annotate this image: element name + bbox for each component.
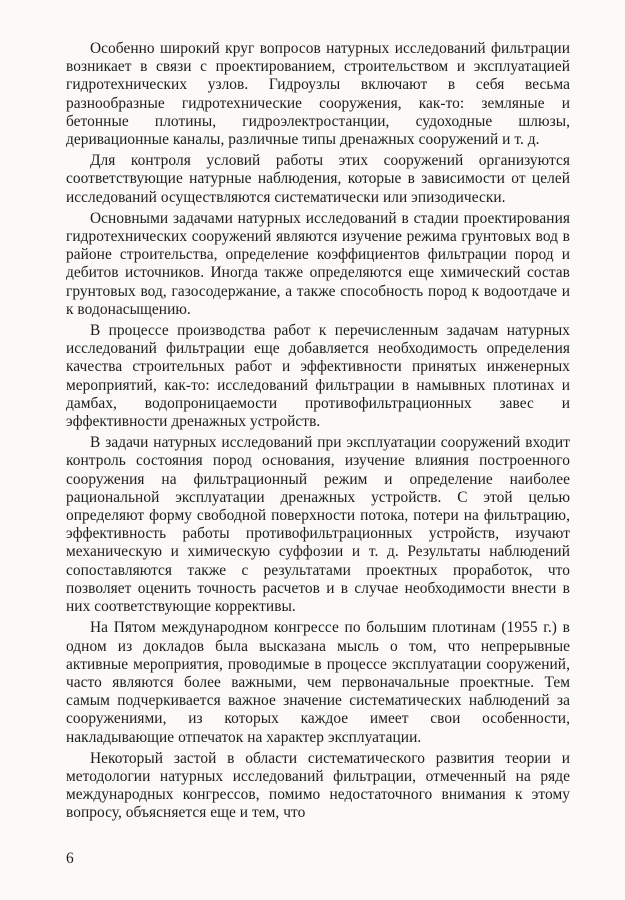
- paragraph-3: Основными задачами натурных исследований в стадии проектирования гидротехнических сооружений являются изучение режима грунтовых вод в районе строительства, определение коэффициентов фильтрации пород и дебитов источников. Иногда также определяются еще химический состав грунтовых вод, газосодержание, а также способность пород к водоотдаче и к водонасыщению.: [66, 209, 570, 318]
- paragraph-4: В процессе производства работ к перечисленным задачам натурных исследований фильтрации еще добавляется необходимость определения качества строительных работ и эффективности принятых инженерных мероприятий, как-то: исследований фильтрации в намывных плотинах и дамбах, водопроницаемости противофильтрационных завес и эффективности дренажных устройств.: [66, 322, 570, 431]
- paragraph-6: На Пятом международном конгрессе по большим плотинам (1955 г.) в одном из докладов была высказана мысль о том, что непрерывные активные мероприятия, проводимые в процессе эксплуатации сооружений, часто являются более важными, чем первоначальные проектные. Тем самым подчеркивается важное значение систематических наблюдений за сооружениями, из которых каждое имеет свои особенности, накладывающие отпечаток на характер эксплуатации.: [66, 619, 570, 746]
- page-text: [66, 40, 570, 826]
- paragraph-5: В задачи натурных исследований при эксплуатации сооружений входит контроль состояния пород основания, изучение влияния построенного сооружения на фильтрационный режим и определение наиболее рациональной эксплуатации дренажных устройств. С этой целью определяют форму свободной поверхности потока, потери на фильтрацию, эффективность работы противофильтрационных устройств, изучают механическую и химическую суффозии и т. д. Результаты наблюдений сопоставляются также с результатами проектных проработок, что позволяет оценить точность расчетов и в случае необходимости внести в них соответствующие коррективы.: [66, 434, 570, 616]
- paragraph-7: Некоторый застой в области систематического развития теории и методологии натурных исследований фильтрации, отмеченный на ряде международных конгрессов, помимо недостаточного внимания к этому вопросу, объясняется еще и тем, что: [66, 749, 570, 822]
- paragraph-1: Особенно широкий круг вопросов натурных исследований фильтрации возникает в связи с проектированием, строительством и эксплуатацией гидротехнических узлов. Гидроузлы включают в себя весьма разнообразные гидротехнические сооружения, как-то: земляные и бетонные плотины, гидроэлектростанции, судоходные шлюзы, деривационные каналы, различные типы дренажных сооружений и т. д.: [66, 40, 570, 149]
- page-number: 6: [66, 850, 74, 867]
- paragraph-2: Для контроля условий работы этих сооружений организуются соответствующие натурные наблюдения, которые в зависимости от целей исследований осуществляются систематически или эпизодически.: [66, 152, 570, 206]
